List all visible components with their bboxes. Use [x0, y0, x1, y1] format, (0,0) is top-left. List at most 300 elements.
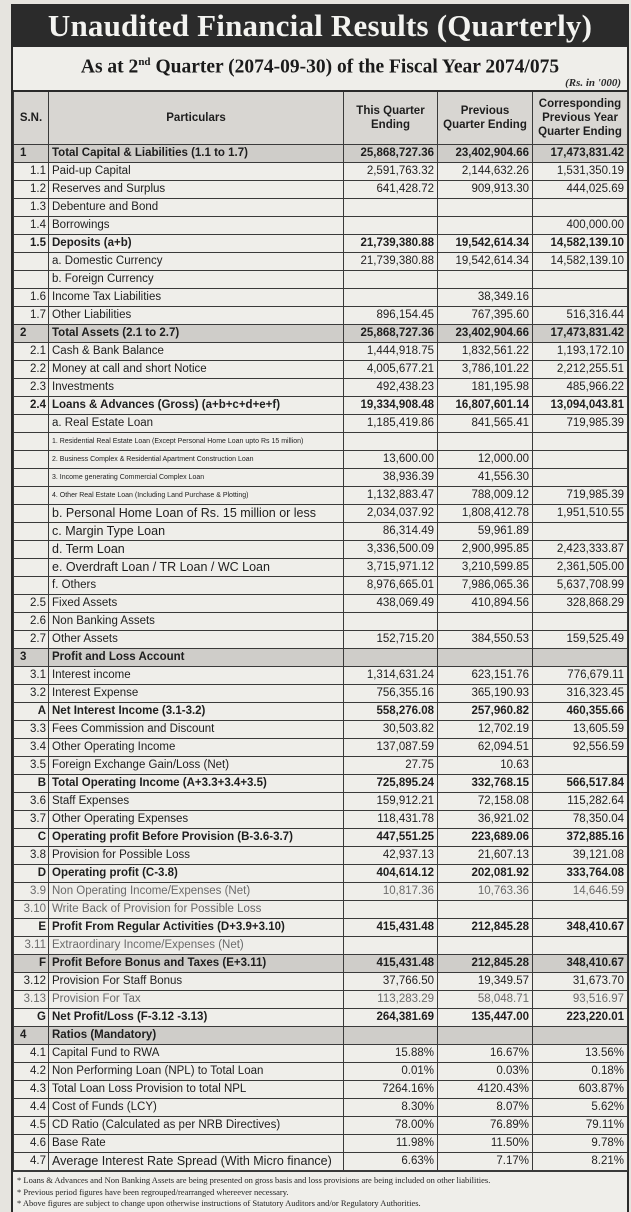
row-sn: E [14, 919, 49, 937]
row-this-quarter: 725,895.24 [344, 775, 438, 793]
table-row [14, 1081, 628, 1099]
table-row [14, 307, 628, 325]
table-row [14, 253, 628, 271]
table-row [14, 1135, 628, 1153]
row-sn [14, 253, 49, 271]
table-row [14, 433, 628, 451]
row-previous-quarter: 788,009.12 [438, 487, 533, 505]
row-particular: Interest Expense [49, 685, 344, 703]
row-sn: 3.13 [14, 991, 49, 1009]
row-particular: 3. Income generating Commercial Complex Loan [49, 469, 344, 487]
row-corresponding-previous-year [533, 757, 628, 775]
row-corresponding-previous-year: 348,410.67 [533, 955, 628, 973]
row-particular: Net Profit/Loss (F-3.12 -3.13) [49, 1009, 344, 1027]
row-particular: Loans & Advances (Gross) (a+b+c+d+e+f) [49, 397, 344, 415]
financial-results-sheet [11, 4, 629, 1212]
row-sn: B [14, 775, 49, 793]
row-corresponding-previous-year: 0.18% [533, 1063, 628, 1081]
table-row [14, 883, 628, 901]
column-header-previous-quarter: Previous Quarter Ending [438, 91, 533, 145]
row-particular: a. Domestic Currency [49, 253, 344, 271]
row-previous-quarter [438, 1027, 533, 1045]
row-this-quarter: 8.30% [344, 1099, 438, 1117]
row-sn: 3.9 [14, 883, 49, 901]
row-this-quarter: 896,154.45 [344, 307, 438, 325]
row-this-quarter: 152,715.20 [344, 631, 438, 649]
row-particular: Fees Commission and Discount [49, 721, 344, 739]
row-particular: Money at call and short Notice [49, 361, 344, 379]
row-corresponding-previous-year: 14,582,139.10 [533, 253, 628, 271]
row-this-quarter [344, 1027, 438, 1045]
row-this-quarter: 1,314,631.24 [344, 667, 438, 685]
row-sn: 1.5 [14, 235, 49, 253]
table-row [14, 703, 628, 721]
row-sn: G [14, 1009, 49, 1027]
row-this-quarter: 37,766.50 [344, 973, 438, 991]
row-corresponding-previous-year: 2,212,255.51 [533, 361, 628, 379]
row-sn: 2.7 [14, 631, 49, 649]
row-particular: Deposits (a+b) [49, 235, 344, 253]
row-previous-quarter: 76.89% [438, 1117, 533, 1135]
row-corresponding-previous-year: 93,516.97 [533, 991, 628, 1009]
row-previous-quarter: 4120.43% [438, 1081, 533, 1099]
row-sn [14, 505, 49, 523]
row-this-quarter: 447,551.25 [344, 829, 438, 847]
table-row [14, 289, 628, 307]
row-this-quarter: 0.01% [344, 1063, 438, 1081]
row-corresponding-previous-year [533, 613, 628, 631]
row-particular: Profit and Loss Account [49, 649, 344, 667]
row-previous-quarter: 181,195.98 [438, 379, 533, 397]
row-corresponding-previous-year: 92,556.59 [533, 739, 628, 757]
table-row [14, 919, 628, 937]
row-corresponding-previous-year: 17,473,831.42 [533, 145, 628, 163]
row-corresponding-previous-year [533, 289, 628, 307]
row-previous-quarter [438, 937, 533, 955]
table-row [14, 469, 628, 487]
table-row [14, 973, 628, 991]
row-corresponding-previous-year: 328,868.29 [533, 595, 628, 613]
row-this-quarter: 1,132,883.47 [344, 487, 438, 505]
row-corresponding-previous-year: 14,582,139.10 [533, 235, 628, 253]
row-previous-quarter: 23,402,904.66 [438, 145, 533, 163]
row-corresponding-previous-year: 485,966.22 [533, 379, 628, 397]
table-row [14, 829, 628, 847]
row-sn: D [14, 865, 49, 883]
row-particular: Reserves and Surplus [49, 181, 344, 199]
row-particular: Net Interest Income (3.1-3.2) [49, 703, 344, 721]
row-corresponding-previous-year: 5.62% [533, 1099, 628, 1117]
row-previous-quarter: 3,786,101.22 [438, 361, 533, 379]
row-corresponding-previous-year: 39,121.08 [533, 847, 628, 865]
row-particular: Total Loan Loss Provision to total NPL [49, 1081, 344, 1099]
row-particular: Cash & Bank Balance [49, 343, 344, 361]
row-particular: Fixed Assets [49, 595, 344, 613]
table-row [14, 163, 628, 181]
table-header-row [14, 91, 628, 145]
row-sn: 1.3 [14, 199, 49, 217]
row-this-quarter: 137,087.59 [344, 739, 438, 757]
table-row [14, 541, 628, 559]
table-row [14, 1045, 628, 1063]
row-corresponding-previous-year [533, 649, 628, 667]
row-previous-quarter: 257,960.82 [438, 703, 533, 721]
row-sn [14, 469, 49, 487]
row-previous-quarter: 332,768.15 [438, 775, 533, 793]
row-sn [14, 523, 49, 541]
table-row [14, 901, 628, 919]
table-row [14, 1063, 628, 1081]
row-previous-quarter: 16,807,601.14 [438, 397, 533, 415]
row-particular: Foreign Exchange Gain/Loss (Net) [49, 757, 344, 775]
row-sn: 4.4 [14, 1099, 49, 1117]
row-this-quarter: 11.98% [344, 1135, 438, 1153]
row-particular: Operating profit Before Provision (B-3.6-3.7) [49, 829, 344, 847]
row-sn: 2.1 [14, 343, 49, 361]
row-this-quarter: 558,276.08 [344, 703, 438, 721]
footnote: * Loans & Advances and Non Banking Assets are being presented on gross basis and loss provisions are being included on other liabilities. [17, 1175, 491, 1185]
row-corresponding-previous-year: 460,355.66 [533, 703, 628, 721]
row-sn: 3.8 [14, 847, 49, 865]
row-corresponding-previous-year [533, 901, 628, 919]
row-previous-quarter: 12,702.19 [438, 721, 533, 739]
table-row [14, 775, 628, 793]
subtitle-suffix: Quarter (2074-09-30) of the Fiscal Year 2074/075 [150, 56, 560, 78]
row-corresponding-previous-year: 31,673.70 [533, 973, 628, 991]
units-note: (Rs. in '000) [565, 77, 621, 89]
subtitle-prefix: As at 2 [80, 56, 139, 78]
row-particular: c. Margin Type Loan [49, 523, 344, 541]
row-particular: Interest income [49, 667, 344, 685]
row-corresponding-previous-year [533, 1027, 628, 1045]
row-sn: 2.2 [14, 361, 49, 379]
row-previous-quarter [438, 199, 533, 217]
table-row [14, 415, 628, 433]
row-this-quarter: 2,591,763.32 [344, 163, 438, 181]
table-row [14, 217, 628, 235]
page-subtitle [13, 47, 627, 77]
row-this-quarter: 13,600.00 [344, 451, 438, 469]
row-this-quarter: 42,937.13 [344, 847, 438, 865]
row-particular: Other Operating Expenses [49, 811, 344, 829]
row-previous-quarter: 384,550.53 [438, 631, 533, 649]
row-sn: 2.5 [14, 595, 49, 613]
row-sn: 3.2 [14, 685, 49, 703]
table-row [14, 325, 628, 343]
row-particular: Investments [49, 379, 344, 397]
row-previous-quarter: 410,894.56 [438, 595, 533, 613]
row-sn: 4.3 [14, 1081, 49, 1099]
row-previous-quarter: 19,542,614.34 [438, 253, 533, 271]
row-particular: Income Tax Liabilities [49, 289, 344, 307]
row-previous-quarter [438, 613, 533, 631]
row-this-quarter: 1,444,918.75 [344, 343, 438, 361]
row-this-quarter: 8,976,665.01 [344, 577, 438, 595]
table-row [14, 613, 628, 631]
table-row [14, 505, 628, 523]
row-corresponding-previous-year: 115,282.64 [533, 793, 628, 811]
row-particular: d. Term Loan [49, 541, 344, 559]
row-sn: 3 [14, 649, 49, 667]
row-this-quarter: 641,428.72 [344, 181, 438, 199]
row-particular: Base Rate [49, 1135, 344, 1153]
row-particular: Extraordinary Income/Expenses (Net) [49, 937, 344, 955]
column-header-corresponding-previous-year: Corresponding Previous Year Quarter Ending [533, 91, 628, 145]
row-this-quarter: 4,005,677.21 [344, 361, 438, 379]
row-corresponding-previous-year [533, 271, 628, 289]
row-this-quarter: 78.00% [344, 1117, 438, 1135]
row-corresponding-previous-year: 17,473,831.42 [533, 325, 628, 343]
row-particular: Total Operating Income (A+3.3+3.4+3.5) [49, 775, 344, 793]
table-row [14, 1153, 628, 1171]
row-sn: 4.2 [14, 1063, 49, 1081]
table-row [14, 487, 628, 505]
row-corresponding-previous-year: 223,220.01 [533, 1009, 628, 1027]
row-particular: 2. Business Complex & Residential Apartment Construction Loan [49, 451, 344, 469]
row-sn: 2.6 [14, 613, 49, 631]
row-particular: Non Banking Assets [49, 613, 344, 631]
row-previous-quarter: 365,190.93 [438, 685, 533, 703]
row-this-quarter: 404,614.12 [344, 865, 438, 883]
row-previous-quarter: 202,081.92 [438, 865, 533, 883]
row-this-quarter: 264,381.69 [344, 1009, 438, 1027]
row-previous-quarter [438, 433, 533, 451]
row-particular: Capital Fund to RWA [49, 1045, 344, 1063]
row-previous-quarter: 135,447.00 [438, 1009, 533, 1027]
row-corresponding-previous-year: 333,764.08 [533, 865, 628, 883]
row-previous-quarter: 623,151.76 [438, 667, 533, 685]
row-corresponding-previous-year: 776,679.11 [533, 667, 628, 685]
row-this-quarter: 38,936.39 [344, 469, 438, 487]
row-previous-quarter: 841,565.41 [438, 415, 533, 433]
table-row [14, 649, 628, 667]
row-particular: e. Overdraft Loan / TR Loan / WC Loan [49, 559, 344, 577]
row-this-quarter [344, 289, 438, 307]
row-sn: 3.5 [14, 757, 49, 775]
row-particular: a. Real Estate Loan [49, 415, 344, 433]
table-row [14, 1027, 628, 1045]
table-row [14, 937, 628, 955]
row-particular: Profit From Regular Activities (D+3.9+3.10) [49, 919, 344, 937]
row-this-quarter [344, 937, 438, 955]
row-sn: F [14, 955, 49, 973]
row-previous-quarter: 72,158.08 [438, 793, 533, 811]
row-corresponding-previous-year: 316,323.45 [533, 685, 628, 703]
row-particular: Borrowings [49, 217, 344, 235]
row-this-quarter: 30,503.82 [344, 721, 438, 739]
row-previous-quarter: 41,556.30 [438, 469, 533, 487]
row-this-quarter: 10,817.36 [344, 883, 438, 901]
row-particular: Total Capital & Liabilities (1.1 to 1.7) [49, 145, 344, 163]
row-corresponding-previous-year: 2,361,505.00 [533, 559, 628, 577]
row-previous-quarter [438, 901, 533, 919]
row-particular: Non Operating Income/Expenses (Net) [49, 883, 344, 901]
row-this-quarter [344, 433, 438, 451]
row-corresponding-previous-year: 8.21% [533, 1153, 628, 1171]
row-this-quarter [344, 271, 438, 289]
row-sn: 4.5 [14, 1117, 49, 1135]
row-corresponding-previous-year: 444,025.69 [533, 181, 628, 199]
page-title: Unaudited Financial Results (Quarterly) [13, 4, 627, 47]
table-row [14, 343, 628, 361]
row-this-quarter: 25,868,727.36 [344, 145, 438, 163]
row-sn: C [14, 829, 49, 847]
row-this-quarter: 3,336,500.09 [344, 541, 438, 559]
row-this-quarter: 21,739,380.88 [344, 235, 438, 253]
row-corresponding-previous-year: 1,193,172.10 [533, 343, 628, 361]
row-particular: 4. Other Real Estate Loan (Including Land Purchase & Plotting) [49, 487, 344, 505]
row-this-quarter [344, 901, 438, 919]
row-corresponding-previous-year: 1,951,510.55 [533, 505, 628, 523]
row-this-quarter: 415,431.48 [344, 955, 438, 973]
row-corresponding-previous-year: 719,985.39 [533, 487, 628, 505]
row-sn [14, 487, 49, 505]
row-sn [14, 577, 49, 595]
footnote: * Above figures are subject to change upon otherwise instructions of Statutory Auditors and/or Regulatory Authorities. [17, 1198, 421, 1208]
row-sn: 4.1 [14, 1045, 49, 1063]
row-this-quarter [344, 649, 438, 667]
table-row [14, 199, 628, 217]
row-previous-quarter: 11.50% [438, 1135, 533, 1153]
row-sn: 1 [14, 145, 49, 163]
table-row [14, 1009, 628, 1027]
row-corresponding-previous-year: 348,410.67 [533, 919, 628, 937]
row-sn [14, 451, 49, 469]
row-sn: 3.3 [14, 721, 49, 739]
row-this-quarter: 3,715,971.12 [344, 559, 438, 577]
row-previous-quarter [438, 271, 533, 289]
row-sn: 3.4 [14, 739, 49, 757]
row-corresponding-previous-year [533, 523, 628, 541]
row-corresponding-previous-year: 159,525.49 [533, 631, 628, 649]
row-particular: Average Interest Rate Spread (With Micro finance) [49, 1153, 344, 1171]
row-previous-quarter: 12,000.00 [438, 451, 533, 469]
row-previous-quarter: 1,832,561.22 [438, 343, 533, 361]
row-corresponding-previous-year [533, 433, 628, 451]
row-particular: Other Liabilities [49, 307, 344, 325]
row-this-quarter [344, 217, 438, 235]
row-sn: 4 [14, 1027, 49, 1045]
row-particular: Non Performing Loan (NPL) to Total Loan [49, 1063, 344, 1081]
row-this-quarter: 15.88% [344, 1045, 438, 1063]
row-particular: Other Assets [49, 631, 344, 649]
row-sn: 3.10 [14, 901, 49, 919]
row-previous-quarter: 10.63 [438, 757, 533, 775]
row-this-quarter: 1,185,419.86 [344, 415, 438, 433]
row-corresponding-previous-year [533, 451, 628, 469]
row-this-quarter: 756,355.16 [344, 685, 438, 703]
row-sn: 3.1 [14, 667, 49, 685]
table-row [14, 847, 628, 865]
row-sn [14, 415, 49, 433]
row-particular: Provision For Tax [49, 991, 344, 1009]
row-sn: 4.7 [14, 1153, 49, 1171]
row-particular: Staff Expenses [49, 793, 344, 811]
row-sn: 3.6 [14, 793, 49, 811]
row-this-quarter: 7264.16% [344, 1081, 438, 1099]
row-corresponding-previous-year [533, 937, 628, 955]
row-previous-quarter: 36,921.02 [438, 811, 533, 829]
row-corresponding-previous-year: 516,316.44 [533, 307, 628, 325]
row-previous-quarter: 3,210,599.85 [438, 559, 533, 577]
table-row [14, 685, 628, 703]
column-header-this-quarter: This Quarter Ending [344, 91, 438, 145]
row-corresponding-previous-year: 400,000.00 [533, 217, 628, 235]
table-row [14, 991, 628, 1009]
row-particular: Ratios (Mandatory) [49, 1027, 344, 1045]
row-previous-quarter: 21,607.13 [438, 847, 533, 865]
subtitle-superscript: nd [138, 56, 151, 68]
row-sn [14, 271, 49, 289]
row-previous-quarter: 1,808,412.78 [438, 505, 533, 523]
row-this-quarter: 86,314.49 [344, 523, 438, 541]
row-this-quarter: 25,868,727.36 [344, 325, 438, 343]
footnote: * Previous period figures have been regrouped/rearranged whereever necessary. [17, 1186, 289, 1197]
row-particular: Cost of Funds (LCY) [49, 1099, 344, 1117]
row-sn: 1.4 [14, 217, 49, 235]
table-row [14, 721, 628, 739]
row-particular: Debenture and Bond [49, 199, 344, 217]
table-row [14, 361, 628, 379]
table-row [14, 451, 628, 469]
row-particular: Profit Before Bonus and Taxes (E+3.11) [49, 955, 344, 973]
table-row [14, 865, 628, 883]
row-previous-quarter [438, 217, 533, 235]
row-particular: b. Personal Home Loan of Rs. 15 million or less [49, 505, 344, 523]
row-corresponding-previous-year: 719,985.39 [533, 415, 628, 433]
table-row [14, 1099, 628, 1117]
row-previous-quarter: 10,763.36 [438, 883, 533, 901]
row-this-quarter: 118,431.78 [344, 811, 438, 829]
row-previous-quarter: 2,144,632.26 [438, 163, 533, 181]
row-sn: 2.4 [14, 397, 49, 415]
table-row [14, 379, 628, 397]
row-sn [14, 433, 49, 451]
row-particular: Write Back of Provision for Possible Loss [49, 901, 344, 919]
row-this-quarter [344, 199, 438, 217]
column-header-sn: S.N. [14, 91, 49, 145]
row-corresponding-previous-year: 5,637,708.99 [533, 577, 628, 595]
row-previous-quarter: 767,395.60 [438, 307, 533, 325]
row-previous-quarter: 8.07% [438, 1099, 533, 1117]
row-corresponding-previous-year: 9.78% [533, 1135, 628, 1153]
row-sn: 2 [14, 325, 49, 343]
row-sn: A [14, 703, 49, 721]
row-particular: b. Foreign Currency [49, 271, 344, 289]
row-sn: 2.3 [14, 379, 49, 397]
table-row [14, 811, 628, 829]
row-previous-quarter: 59,961.89 [438, 523, 533, 541]
row-sn: 3.11 [14, 937, 49, 955]
row-this-quarter: 27.75 [344, 757, 438, 775]
table-row [14, 181, 628, 199]
table-row [14, 235, 628, 253]
row-corresponding-previous-year: 14,646.59 [533, 883, 628, 901]
row-this-quarter: 159,912.21 [344, 793, 438, 811]
results-table [13, 90, 628, 1171]
row-this-quarter [344, 613, 438, 631]
row-particular: Operating profit (C-3.8) [49, 865, 344, 883]
column-header-particulars: Particulars [49, 91, 344, 145]
row-previous-quarter: 58,048.71 [438, 991, 533, 1009]
row-sn: 1.2 [14, 181, 49, 199]
row-previous-quarter: 62,094.51 [438, 739, 533, 757]
table-row [14, 271, 628, 289]
row-sn: 1.6 [14, 289, 49, 307]
row-previous-quarter: 223,689.06 [438, 829, 533, 847]
table-row [14, 955, 628, 973]
table-row [14, 559, 628, 577]
